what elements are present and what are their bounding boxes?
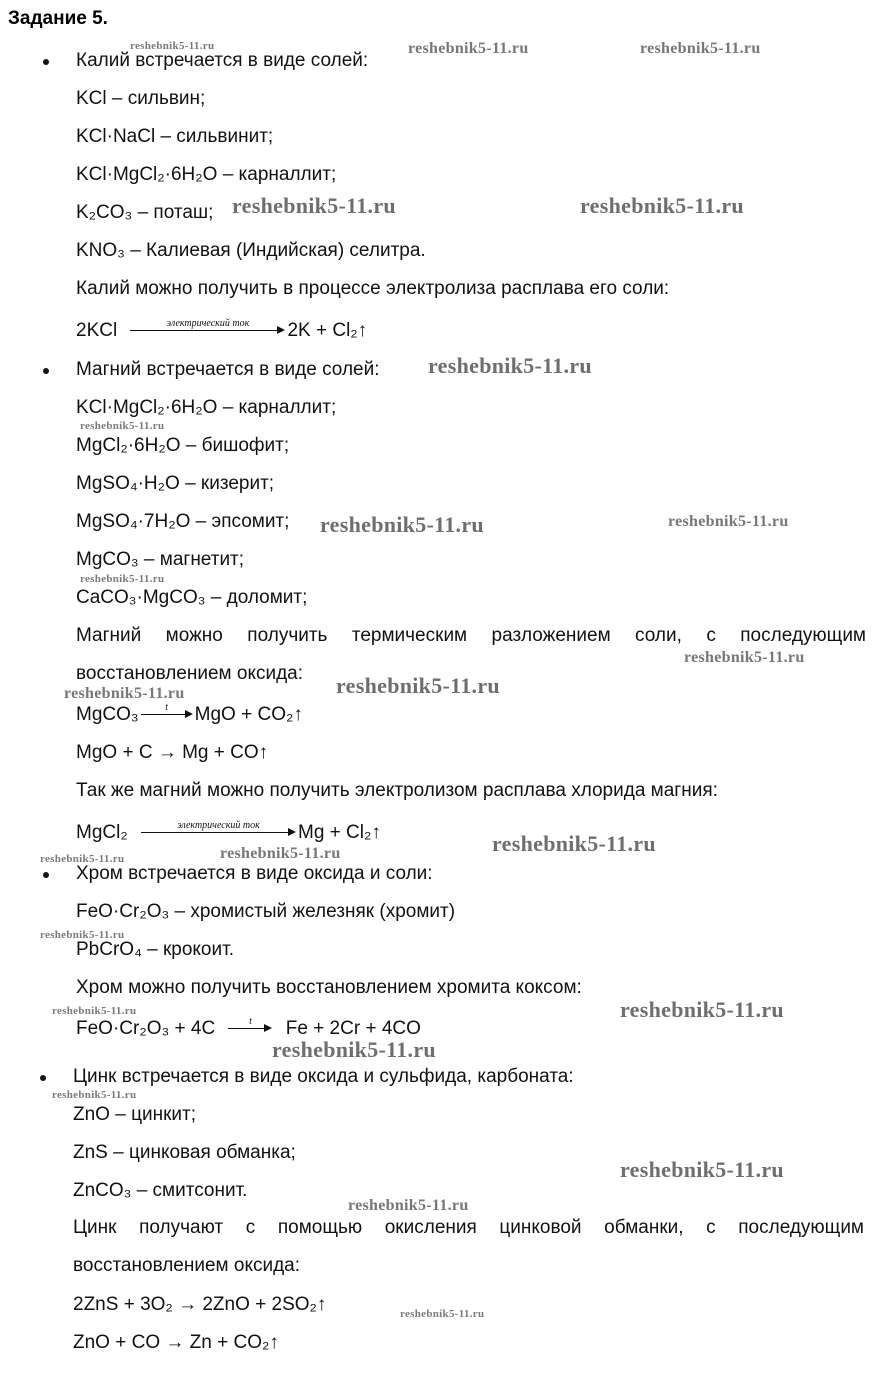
watermark: reshebnik5-11.ru <box>428 353 592 378</box>
watermark: reshebnik5-11.ru <box>80 420 165 432</box>
watermark: reshebnik5-11.ru <box>620 997 784 1022</box>
equation-right: Mg + Cl₂↑ <box>298 822 381 843</box>
reaction-arrow <box>130 317 285 337</box>
magnesium-mineral-3: MgSO₄·H₂O – кизерит; <box>76 473 275 494</box>
arrow-condition: электрический ток <box>177 819 260 831</box>
watermark: reshebnik5-11.ru <box>272 1037 436 1062</box>
magnesium-method-1: Магний можно получить термическим разложением соли, с последующим восстановлением оксида: <box>76 625 866 684</box>
potassium-mineral-2: KCl·NaCl – сильвинит; <box>76 126 274 147</box>
reaction-arrow <box>141 819 296 839</box>
watermark: reshebnik5-11.ru <box>640 40 761 57</box>
magnesium-mineral-5: MgCO₃ – магнетит; <box>76 549 245 570</box>
reaction-arrow <box>228 1015 272 1035</box>
arrow-condition: t <box>165 701 169 713</box>
magnesium-mineral-1: KCl·MgCl₂·6H₂O – карналлит; <box>76 397 337 418</box>
magnesium-equation-2: MgO + C → Mg + CO↑ <box>76 742 269 763</box>
magnesium-mineral-4: MgSO₄·7H₂O – эпсомит; <box>76 511 290 532</box>
watermark: reshebnik5-11.ru <box>320 512 484 537</box>
watermark: reshebnik5-11.ru <box>220 845 341 862</box>
potassium-mineral-3: KCl·MgCl₂·6H₂O – карналлит; <box>76 164 337 185</box>
magnesium-intro: Магний встречается в виде солей: <box>76 359 380 380</box>
watermark: reshebnik5-11.ru <box>580 193 744 218</box>
magnesium-equation-3 <box>76 819 381 844</box>
zinc-mineral-2: ZnS – цинковая обманка; <box>73 1142 296 1163</box>
potassium-mineral-5: KNO₃ – Калиевая (Индийская) селитра. <box>76 240 426 261</box>
equation-left: MgCO₃ <box>76 704 139 725</box>
zinc-mineral-3: ZnCO₃ – смитсонит. <box>73 1180 248 1201</box>
potassium-intro: Калий встречается в виде солей: <box>76 50 369 71</box>
watermark: reshebnik5-11.ru <box>52 1089 137 1101</box>
equation-right: Fe + 2Cr + 4CO <box>285 1018 421 1039</box>
zinc-intro: Цинк встречается в виде оксида и сульфида, карбоната: <box>73 1066 574 1087</box>
arrow-condition: t <box>249 1015 252 1027</box>
bullet-potassium <box>43 59 49 65</box>
equation-right: 2K + Cl₂↑ <box>287 320 368 341</box>
bullet-zinc <box>40 1075 46 1081</box>
chromium-mineral-1: FeO·Cr₂O₃ – хромистый железняк (хромит) <box>76 901 456 922</box>
watermark: reshebnik5-11.ru <box>492 831 656 856</box>
equation-left: FeO·Cr₂O₃ + 4C <box>76 1018 216 1039</box>
magnesium-mineral-2: MgCl₂·6H₂O – бишофит; <box>76 435 290 456</box>
zinc-mineral-1: ZnO – цинкит; <box>73 1104 196 1125</box>
zinc-equation-1: 2ZnS + 3O₂ → 2ZnO + 2SO₂↑ <box>73 1294 327 1315</box>
watermark: reshebnik5-11.ru <box>80 573 165 585</box>
chromium-intro: Хром встречается в виде оксида и соли: <box>76 863 433 884</box>
chromium-mineral-2: PbCrO₄ – крокоит. <box>76 939 234 960</box>
watermark: reshebnik5-11.ru <box>130 40 215 52</box>
watermark: reshebnik5-11.ru <box>52 1005 137 1017</box>
equation-left: 2KCl <box>76 320 118 341</box>
chromium-method: Хром можно получить восстановлением хромита коксом: <box>76 977 582 998</box>
potassium-equation <box>76 317 368 342</box>
bullet-chromium <box>43 872 49 878</box>
potassium-method: Калий можно получить в процессе электролиза расплава его соли: <box>76 278 670 299</box>
equation-left: MgCl₂ <box>76 822 128 843</box>
magnesium-equation-1 <box>76 701 303 726</box>
watermark: reshebnik5-11.ru <box>400 1308 485 1320</box>
reaction-arrow <box>141 701 193 721</box>
zinc-method: Цинк получают с помощью окисления цинковой обманки, с последующим восстановлением оксида: <box>73 1217 864 1276</box>
magnesium-method-2: Так же магний можно получить электролизом расплава хлорида магния: <box>76 780 718 801</box>
watermark: reshebnik5-11.ru <box>232 193 396 218</box>
bullet-magnesium <box>43 368 49 374</box>
watermark: reshebnik5-11.ru <box>620 1157 784 1182</box>
equation-right: MgO + CO₂↑ <box>194 704 303 725</box>
watermark: reshebnik5-11.ru <box>336 673 500 698</box>
magnesium-mineral-6: CaCO₃·MgCO₃ – доломит; <box>76 587 308 608</box>
watermark: reshebnik5-11.ru <box>64 685 185 702</box>
watermark: reshebnik5-11.ru <box>408 40 529 57</box>
potassium-mineral-4: K₂CO₃ – поташ; <box>76 202 214 223</box>
page-title: Задание 5. <box>8 8 108 29</box>
watermark: reshebnik5-11.ru <box>668 513 789 530</box>
watermark: reshebnik5-11.ru <box>40 929 125 941</box>
watermark: reshebnik5-11.ru <box>348 1197 469 1214</box>
potassium-mineral-1: KCl – сильвин; <box>76 88 206 109</box>
arrow-condition: электрический ток <box>166 317 250 329</box>
watermark: reshebnik5-11.ru <box>40 853 125 865</box>
zinc-equation-2: ZnO + CO → Zn + CO₂↑ <box>73 1332 279 1353</box>
watermark: reshebnik5-11.ru <box>684 649 805 666</box>
